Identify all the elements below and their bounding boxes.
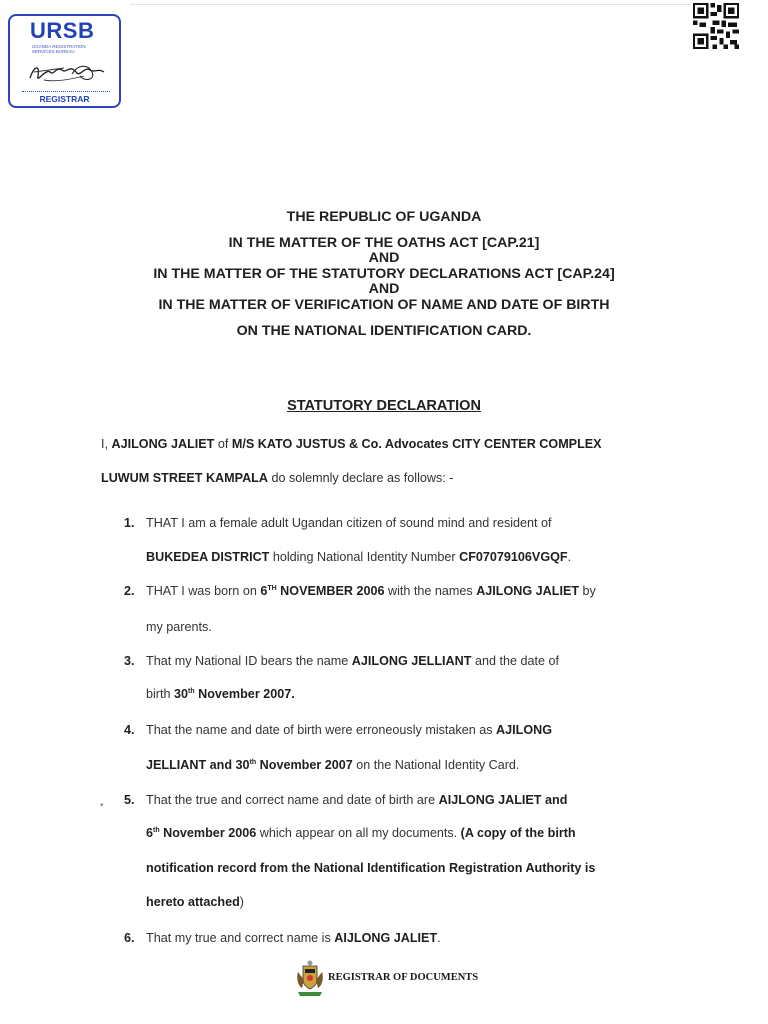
heading-and: AND [368, 281, 400, 297]
stray-mark: • [100, 800, 104, 811]
heading-and: AND [368, 250, 400, 266]
declaration-title: STATUTORY DECLARATION [287, 398, 481, 414]
list-item-continuation: JELLIANT and 30th November 2007 on the National Identity Card. [146, 758, 520, 772]
list-item-continuation: hereto attached) [146, 895, 244, 909]
heading-oaths-act: IN THE MATTER OF THE OATHS ACT [CAP.21] [228, 235, 540, 251]
registrar-of-documents-label: REGISTRAR OF DOCUMENTS [328, 972, 479, 983]
national-id-number: CF07079106VGQF [459, 550, 568, 564]
scan-edge-line [130, 4, 690, 5]
ursb-logo: URSB [30, 18, 95, 43]
signature-line [22, 91, 110, 92]
uganda-coat-of-arms-icon [294, 960, 326, 998]
registrar-signature [24, 58, 108, 88]
street-address: LUWUM STREET KAMPALA [101, 471, 268, 485]
stamp-role: REGISTRAR [39, 94, 90, 104]
heading-republic: THE REPUBLIC OF UGANDA [286, 209, 482, 225]
heading-id-card: ON THE NATIONAL IDENTIFICATION CARD. [236, 323, 532, 339]
list-item-continuation: notification record from the National Identification Registration Authority is [146, 861, 596, 875]
list-item-continuation: birth 30th November 2007. [146, 687, 295, 701]
qr-code-icon [693, 3, 739, 49]
document-heading [0, 209, 768, 339]
list-item-continuation: 6th November 2006 which appear on all my documents. (A copy of the birth [146, 826, 576, 840]
declarant-name: AJILONG JALIET [111, 437, 215, 451]
heading-verification: IN THE MATTER OF VERIFICATION OF NAME AND DATE OF BIRTH [158, 297, 610, 313]
intro-line-2: LUWUM STREET KAMPALA do solemnly declare as follows: - [101, 471, 454, 485]
heading-statutory-act: IN THE MATTER OF THE STATUTORY DECLARATIONS ACT [CAP.24] [153, 266, 615, 282]
list-item-continuation: my parents. [146, 620, 212, 634]
list-item-continuation: BUKEDEA DISTRICT holding National Identity Number CF07079106VGQF. [146, 550, 572, 564]
registrar-stamp [8, 14, 121, 108]
stamp-subtitle: UGANDA REGISTRATION SERVICES BUREAU [32, 44, 86, 54]
firm-name: M/S KATO JUSTUS & Co. Advocates CITY CENTER COMPLEX [231, 437, 602, 451]
intro-line-1: I, AJILONG JALIET of M/S KATO JUSTUS & Co. Advocates CITY CENTER COMPLEX [101, 437, 602, 451]
